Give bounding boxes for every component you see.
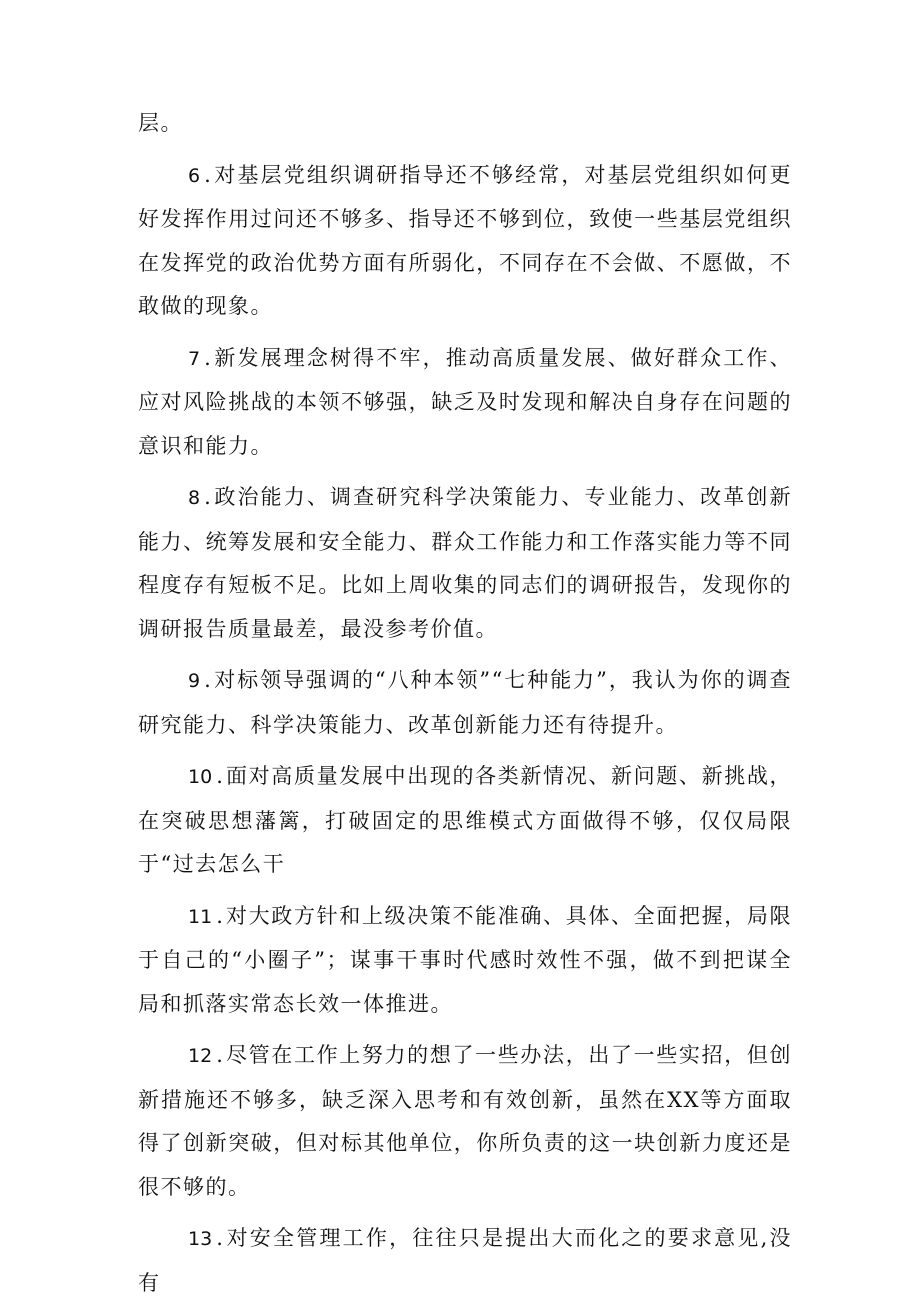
list-item-6 xyxy=(138,154,792,329)
item-text: 对安全管理工作，往往只是提出大而化之的要求意见,没有 xyxy=(138,1226,792,1295)
item-separator: . xyxy=(216,1043,223,1067)
item-number: 10 xyxy=(188,766,213,788)
item-text: 新发展理念树得不牢，推动高质量发展、做好群众工作、应对风险挑战的本领不够强，缺乏及时发现和解决自身存在问题的意识和能力。 xyxy=(138,345,792,458)
item-separator: . xyxy=(204,485,211,509)
item-text: 对标领导强调的“八种本领”“七种能力”，我认为你的调查研究能力、科学决策能力、改革创新能力还有待提升。 xyxy=(138,668,792,737)
item-separator: . xyxy=(216,903,223,928)
item-number: 12 xyxy=(188,1045,213,1067)
item-text: 对大政方针和上级决策不能准确、具体、全面把握，局限于自己的“小圈子”；谋事干事时代感时效性不强，做不到把谋全局和抓落实常态长效一体推进。 xyxy=(138,903,792,1016)
list-item-10 xyxy=(138,755,792,887)
list-item-13 xyxy=(138,1217,792,1305)
item-number: 8 xyxy=(188,487,201,509)
continuation-paragraph xyxy=(138,102,792,146)
list-item-9 xyxy=(138,659,792,747)
item-number: 13 xyxy=(188,1228,213,1250)
item-separator: . xyxy=(204,162,211,187)
item-separator: . xyxy=(216,1226,223,1250)
list-item-8 xyxy=(138,476,792,651)
item-text: 政治能力、调查研究科学决策能力、专业能力、改革创新能力、统筹发展和安全能力、群众工作能力和工作落实能力等不同程度存有短板不足。比如上周收集的同志们的调研报告，发现你的调研报告质量最差，最没参考价值。 xyxy=(138,485,792,641)
item-number: 9 xyxy=(188,670,201,692)
item-text: 尽管在工作上努力的想了一些办法，出了一些实招，但创新措施还不够多，缺乏深入思考和有效创新，虽然在XX等方面取得了创新突破，但对标其他单位，你所负责的这一块创新力度还是很不够的。 xyxy=(138,1043,792,1199)
item-number: 11 xyxy=(188,905,213,928)
item-text: 面对高质量发展中出现的各类新情况、新问题、新挑战，在突破思想藩篱，打破固定的思维模式方面做得不够，仅仅局限于“过去怎么干 xyxy=(138,764,792,876)
item-separator: . xyxy=(204,668,211,692)
document-body xyxy=(138,102,792,1313)
continuation-text: 层。 xyxy=(138,111,183,135)
item-separator: . xyxy=(204,345,211,370)
item-separator: . xyxy=(216,764,223,788)
list-item-12 xyxy=(138,1034,792,1209)
item-text: 对基层党组织调研指导还不够经常，对基层党组织如何更好发挥作用过问还不够多、指导还不够到位，致使一些基层党组织在发挥党的政治优势方面有所弱化，不同存在不会做、不愿做，不敢做的现象。 xyxy=(138,162,792,318)
list-item-11 xyxy=(138,895,792,1027)
list-item-7 xyxy=(138,337,792,469)
item-number: 6 xyxy=(188,164,201,187)
item-number: 7 xyxy=(188,347,201,370)
